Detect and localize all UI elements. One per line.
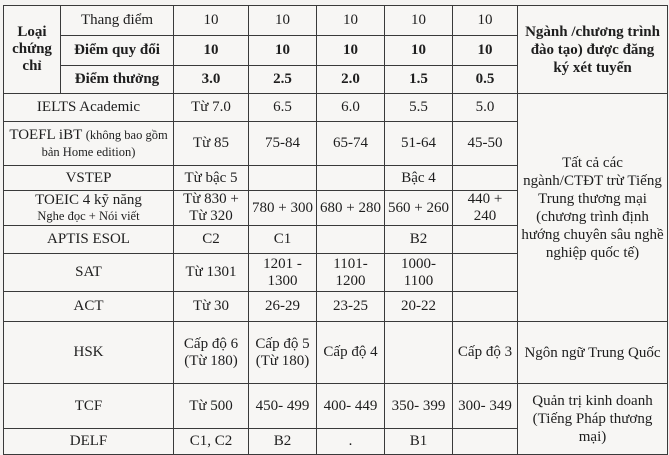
cell: B1: [385, 429, 453, 455]
cell: Từ 7.0: [174, 94, 249, 122]
cell: 6.5: [249, 94, 317, 122]
cell: 450- 499: [249, 384, 317, 429]
cell: Cấp độ 3: [453, 322, 518, 384]
cell: 45-50: [453, 122, 518, 166]
cell: Từ 85: [174, 122, 249, 166]
cell: C1, C2: [174, 429, 249, 455]
program-group-1: Tất cả các ngành/CTĐT trừ Tiếng Trung thương mại (chương trình định hướng chuyên sâu nghề nghiệp quốc tế): [518, 94, 668, 322]
cell: 26-29: [249, 292, 317, 322]
cell: 2.5: [249, 66, 317, 94]
cert-name: [4, 191, 174, 226]
cell: 440 + 240: [453, 191, 518, 226]
cell: [453, 226, 518, 254]
cert-title: TOEIC 4 kỹ năng: [35, 192, 142, 208]
cert-name: APTIS ESOL: [4, 226, 174, 254]
cell: Bậc 4: [385, 166, 453, 191]
cert-name: TCF: [4, 384, 174, 429]
cell: Từ 830 + Từ 320: [174, 191, 249, 226]
cell: 0.5: [453, 66, 518, 94]
cell: Từ 30: [174, 292, 249, 322]
row-label: Điểm quy đổi: [61, 36, 174, 66]
cell: 350- 399: [385, 384, 453, 429]
cert-note: (không bao gồm bản Home edition): [41, 127, 168, 159]
cell: 400- 449: [317, 384, 385, 429]
cell: 10: [385, 6, 453, 36]
cell: 6.0: [317, 94, 385, 122]
cert-note: Nghe đọc + Nói viết: [37, 209, 140, 223]
cell: 23-25: [317, 292, 385, 322]
row-label: Điểm thưởng: [61, 66, 174, 94]
cell: 300- 349: [453, 384, 518, 429]
cell: Cấp độ 4: [317, 322, 385, 384]
cell: 10: [317, 36, 385, 66]
cell: .: [317, 429, 385, 455]
cell: 680 + 280: [317, 191, 385, 226]
cell: 1101- 1200: [317, 254, 385, 292]
cert-name: IELTS Academic: [4, 94, 174, 122]
cell: 2.0: [317, 66, 385, 94]
table-row-hsk: [4, 322, 668, 384]
cell: Cấp độ 5 (Từ 180): [249, 322, 317, 384]
cert-type-header: Loại chứng chỉ: [4, 6, 61, 94]
cert-name: [4, 122, 174, 166]
cell: [453, 166, 518, 191]
cell: [453, 254, 518, 292]
cell: 10: [453, 36, 518, 66]
cert-name: DELF: [4, 429, 174, 455]
cell: 780 + 300: [249, 191, 317, 226]
cert-name: ACT: [4, 292, 174, 322]
cell: 20-22: [385, 292, 453, 322]
program-header: Ngành /chương trình đào tạo) được đăng ký xét tuyển: [518, 6, 668, 94]
cell: [453, 292, 518, 322]
cell: 1.5: [385, 66, 453, 94]
header-row-scale: [4, 6, 668, 36]
cell: [385, 322, 453, 384]
cert-name: SAT: [4, 254, 174, 292]
cert-name: HSK: [4, 322, 174, 384]
cell: 560 + 260: [385, 191, 453, 226]
table-row-tcf: [4, 384, 668, 429]
cell: 3.0: [174, 66, 249, 94]
cell: 65-74: [317, 122, 385, 166]
cell: 10: [385, 36, 453, 66]
cell: [317, 166, 385, 191]
program-group-3: Quản trị kinh doanh (Tiếng Pháp thương mại): [518, 384, 668, 455]
cell: Từ bậc 5: [174, 166, 249, 191]
cell: 10: [174, 36, 249, 66]
cell: 10: [174, 6, 249, 36]
cell: Từ 1301: [174, 254, 249, 292]
cell: Từ 500: [174, 384, 249, 429]
cell: [453, 429, 518, 455]
program-group-2: Ngôn ngữ Trung Quốc: [518, 322, 668, 384]
cell: 10: [249, 36, 317, 66]
cell: 5.0: [453, 94, 518, 122]
cell: 10: [317, 6, 385, 36]
cell: 1000- 1100: [385, 254, 453, 292]
score-conversion-table: [3, 5, 668, 455]
cell: B2: [385, 226, 453, 254]
cell: 10: [453, 6, 518, 36]
cell: 10: [249, 6, 317, 36]
row-label: Thang điểm: [61, 6, 174, 36]
cell: [317, 226, 385, 254]
cert-name: VSTEP: [4, 166, 174, 191]
cell: C2: [174, 226, 249, 254]
cell: C1: [249, 226, 317, 254]
cell: 5.5: [385, 94, 453, 122]
cell: 51-64: [385, 122, 453, 166]
cell: Cấp độ 6 (Từ 180): [174, 322, 249, 384]
cell: 1201 - 1300: [249, 254, 317, 292]
cell: 75-84: [249, 122, 317, 166]
cell: B2: [249, 429, 317, 455]
cell: [249, 166, 317, 191]
table-row-ielts: [4, 94, 668, 122]
cert-title: TOEFL iBT: [9, 126, 82, 143]
